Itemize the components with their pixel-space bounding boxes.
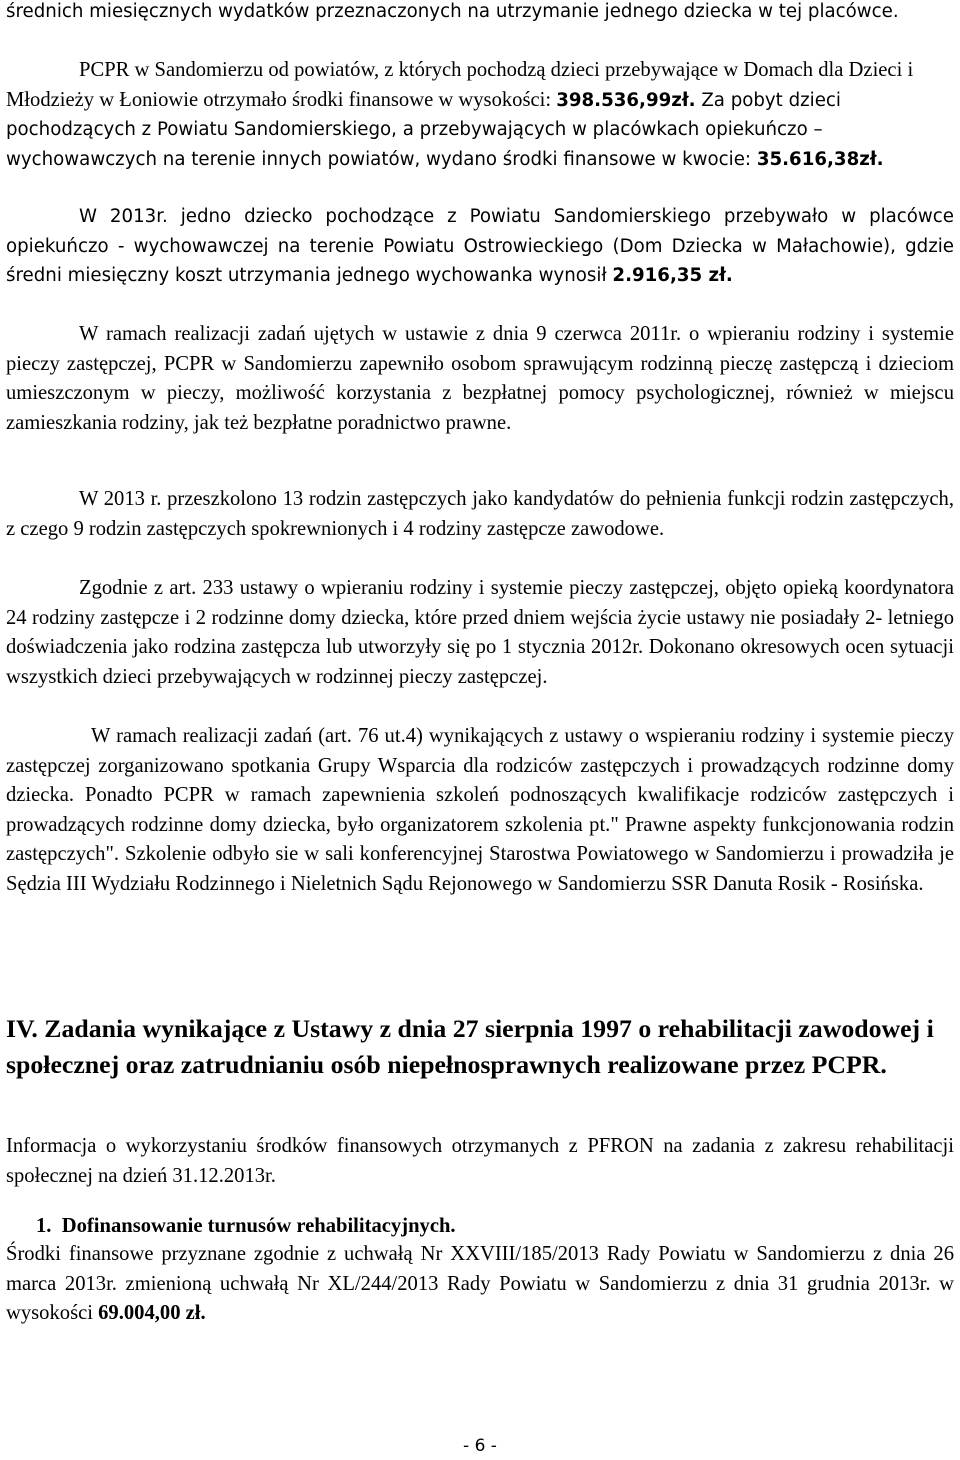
paragraph-text: W 2013 r. przeszkolono 13 rodzin zastępczych jako kandydatów do pełnienia funkcji rodzin zastępczych, z czego 9 rodzin zastępczych spokrewnionych i 4 rodziny zastępcze zawodowe.: [6, 488, 954, 540]
section-heading: [6, 1011, 954, 1083]
paragraph-ostrowiec: [6, 202, 954, 291]
paragraph-text: W ramach realizacji zadań (art. 76 ut.4) wynikających z ustawy o wspieraniu rodziny i systemie pieczy zastępczej zorganizowano spotkania Grupy Wsparcia dla rodziców zastępczych i prowadzących rodzinne domy dziecka. Ponadto PCPR w ramach zapewnienia szkoleń podnoszących kwalifikacje rodziców zastępczych i prowadzących rodzinne domy dziecka, było organizatorem szkolenia pt." Prawne aspekty funkcjonowania rodzin zastępczych". Szkolenie odbyło sie w sali konferencyjnej Starostwa Powiatowego w Sandomierzu i prowadziła je Sędzia III Wydziału Rodzinnego i Nieletnich Sądu Rejonowego w Sandomierzu SSR Danuta Rosik - Rosińska.: [6, 725, 954, 895]
amount-value: 398.536,99zł.: [556, 89, 696, 111]
paragraph-coordinator: [6, 574, 954, 692]
paragraph-text: Informacja o wykorzystaniu środków finansowych otrzymanych z PFRON na zadania z zakresu rehabilitacji społecznej na dzień 31.12.2013r.: [6, 1135, 954, 1187]
paragraph-pcpr-funds: [6, 56, 954, 174]
paragraph-training: [6, 485, 954, 544]
list-number: 1.: [36, 1215, 52, 1237]
paragraph-text: PCPR w Sandomierzu od powiatów, z których pochodzą dzieci przebywające w Domach dla Dzieci i Młodzieży w Łoniowie otrzymało środki finansowe w wysokości:: [6, 59, 914, 111]
page-number: - 6 -: [463, 1436, 497, 1456]
paragraph-text: Zgodnie z art. 233 ustawy o wpieraniu rodziny i systemie pieczy zastępczej, objęto opieką koordynatora 24 rodziny zastępcze i 2 rodzinne domy dziecka, które przed dniem wejścia życie ustawy nie posiadały 2- letniego doświadczenia jako rodzina zastępcza lub utworzyły się po 1 stycznia 2012r. Dokonano okresowych ocen sytuacji wszystkich dzieci przebywających w rodzinnej pieczy zastępczej.: [6, 577, 954, 688]
paragraph-support-group: [6, 722, 954, 899]
amount-value: 69.004,00 zł.: [98, 1302, 206, 1324]
paragraph-text: średnich miesięcznych wydatków przeznaczonych na utrzymanie jednego dziecka w tej placówce.: [6, 1, 899, 22]
section-heading-text: IV. Zadania wynikające z Ustawy z dnia 27 sierpnia 1997 o rehabilitacji zawodowej i społecznej oraz zatrudnianiu osób niepełnosprawnych realizowane przez PCPR.: [6, 1014, 934, 1079]
list-item-title: Dofinansowanie turnusów rehabilitacyjnych.: [61, 1215, 456, 1237]
paragraph-text: W ramach realizacji zadań ujętych w ustawie z dnia 9 czerwca 2011r. o wpieraniu rodziny i systemie pieczy zastępczej, PCPR w Sandomierzu zapewniło osobom sprawującym rodzinną pieczę zastępczą i dzieciom umieszczonym w pieczy, możliwość korzystania z bezpłatnej pomocy psychologicznej, również w miejscu zamieszkania rodziny, jak też bezpłatne poradnictwo prawne.: [6, 323, 954, 434]
paragraph-support: [6, 320, 954, 438]
paragraph-text: Środki finansowe przyznane zgodnie z uchwałą Nr XXVIII/185/2013 Rady Powiatu w Sandomierzu z dnia 26 marca 2013r. zmienioną uchwałą Nr XL/244/2013 Rady Powiatu w Sandomierzu z dnia 31 grudnia 2013r. w wysokości: [6, 1243, 954, 1324]
numbered-list-item: [6, 1212, 960, 1242]
paragraph-placowka: [6, 0, 954, 27]
paragraph-text: Za pobyt dzieci pochodzących z Powiatu Sandomierskiego, a przebywających w placówkach opiekuńczo – wychowawczych na terenie innych powiatów, wydano środki finansowe w kwocie:: [6, 89, 841, 170]
paragraph-pfron-info: [6, 1132, 954, 1191]
amount-value: 35.616,38zł.: [756, 148, 884, 170]
paragraph-funds-granted: [6, 1240, 954, 1329]
amount-value: 2.916,35 zł.: [612, 265, 733, 286]
paragraph-text: W 2013r. jedno dziecko pochodzące z Powiatu Sandomierskiego przebywało w placówce opiekuńczo - wychowawczej na terenie Powiatu Ostrowieckiego (Dom Dziecka w Małachowie), gdzie średni miesięczny koszt utrzymania jednego wychowanka wynosił: [6, 206, 954, 286]
